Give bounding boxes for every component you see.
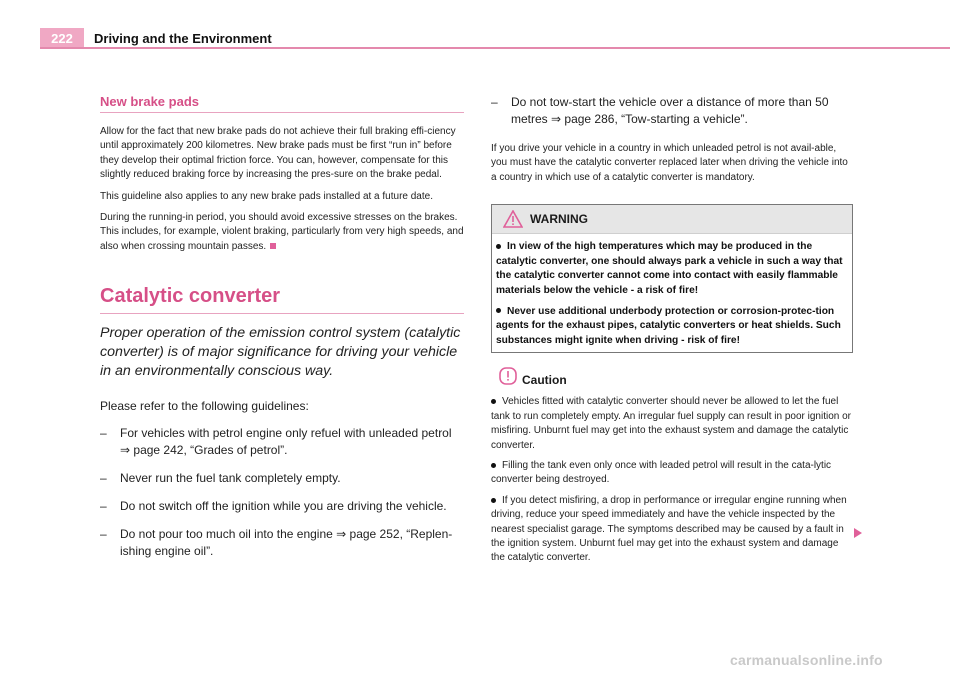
warning-triangle-icon [503, 210, 523, 228]
guideline-text: For vehicles with petrol engine only refuel with unleaded petrol ⇒ page 242, “Grades of petrol”. [120, 426, 452, 458]
brake-pads-paragraph-3-text: During the running-in period, you should avoid excessive stresses on the brakes. This includes, for example, violent braking, particularly from very high speeds, and also when crossing mountain passes. [100, 212, 464, 252]
dash-marker: – [100, 471, 107, 486]
caution-header [491, 367, 853, 391]
right-column [491, 94, 853, 572]
header-divider [40, 47, 950, 49]
caution-bullet [491, 395, 853, 453]
guideline-item [100, 526, 464, 560]
dash-marker: – [100, 527, 107, 542]
dash-marker: – [491, 95, 498, 109]
brake-pads-paragraph-3 [100, 211, 464, 254]
warning-bullet-text: Never use additional underbody protection or corrosion-protec-tion agents for the exhaust pipes, catalytic converters or heat shields. Such substances might ignite when driving - risk of fire! [496, 305, 841, 346]
caution-bullet [491, 459, 853, 488]
guideline-item [100, 470, 464, 487]
warning-body [492, 234, 852, 352]
bullet-dot [496, 244, 501, 249]
catalytic-intro: Proper operation of the emission control system (catalytic converter) is of major significance for driving your vehicle in an environmentally conscious way. [100, 325, 461, 380]
continue-arrow-icon [853, 528, 863, 538]
chapter-title: Driving and the Environment [94, 31, 272, 46]
caution-bullet-text: Vehicles fitted with catalytic converter should never be allowed to let the fuel tank to run completely empty. An irregular fuel supply can result in poor ignition or misfiring. Unburnt fuel may get into the exhaust system and damage the catalytic converter. [491, 396, 851, 451]
guidelines-lead: Please refer to the following guidelines: [100, 399, 309, 414]
page-number: 222 [40, 28, 84, 48]
brake-pads-paragraph-2: This guideline also applies to any new brake pads installed at a future date. [100, 190, 433, 202]
warning-box [491, 204, 853, 353]
guideline-item [491, 94, 853, 128]
guideline-text: Never run the fuel tank completely empty. [120, 471, 341, 486]
dash-marker: – [100, 499, 107, 514]
bullet-dot [491, 463, 496, 468]
brake-pads-heading: New brake pads [100, 94, 464, 113]
warning-header [492, 205, 852, 234]
left-column [100, 94, 464, 560]
warning-bullet [496, 240, 848, 298]
caution-bullet-text: Filling the tank even only once with leaded petrol will result in the cata-lytic converter being destroyed. [491, 460, 832, 486]
caution-exclamation-icon [499, 367, 517, 385]
caution-bullet-text: If you detect misfiring, a drop in performance or irregular engine running when driving, reduce your speed immediately and have the vehicle inspected by the nearest specialist garage. The symptoms described may be caused by a fault in the ignition system. Unburnt fuel may get into the exhaust system and damage the catalytic converter. [491, 494, 847, 564]
dash-marker: – [100, 426, 107, 441]
bullet-dot [491, 399, 496, 404]
abroad-note: If you drive your vehicle in a country in which unleaded petrol is not avail-able, you must have the catalytic converter replaced later when driving the vehicle into a country in which use of a catalytic converter is mandatory. [491, 143, 848, 183]
warning-label: WARNING [530, 212, 588, 227]
guideline-item [100, 425, 464, 459]
caution-bullet [491, 494, 853, 566]
watermark: carmanualsonline.info [730, 652, 883, 668]
guideline-item [100, 498, 464, 515]
section-end-mark [270, 243, 276, 249]
bullet-dot [491, 498, 496, 503]
warning-bullet [496, 305, 848, 349]
brake-pads-paragraph-1: Allow for the fact that new brake pads do not achieve their full braking effi-ciency until approximately 200 kilometres. New brake pads must be first “run in” before they develop their optimal friction force. You can, however, compensate for this slightly reduced braking force by increasing the pres-sure on the brake pedal. [100, 126, 456, 181]
bullet-dot [496, 308, 501, 313]
catalytic-heading: Catalytic converter [100, 285, 464, 314]
caution-label: Caution [522, 373, 567, 388]
page-header [40, 28, 950, 50]
guideline-text: Do not switch off the ignition while you are driving the vehicle. [120, 499, 447, 514]
guideline-text: Do not tow-start the vehicle over a distance of more than 50 metres ⇒ page 286, “Tow-starting a vehicle”. [511, 95, 829, 126]
warning-bullet-text: In view of the high temperatures which may be produced in the catalytic converter, one should always park a vehicle in such a way that the catalytic converter cannot come into contact with easily flammable materials below the vehicle - a risk of fire! [496, 241, 843, 296]
guideline-text: Do not pour too much oil into the engine ⇒ page 252, “Replen-ishing engine oil”. [120, 527, 453, 559]
